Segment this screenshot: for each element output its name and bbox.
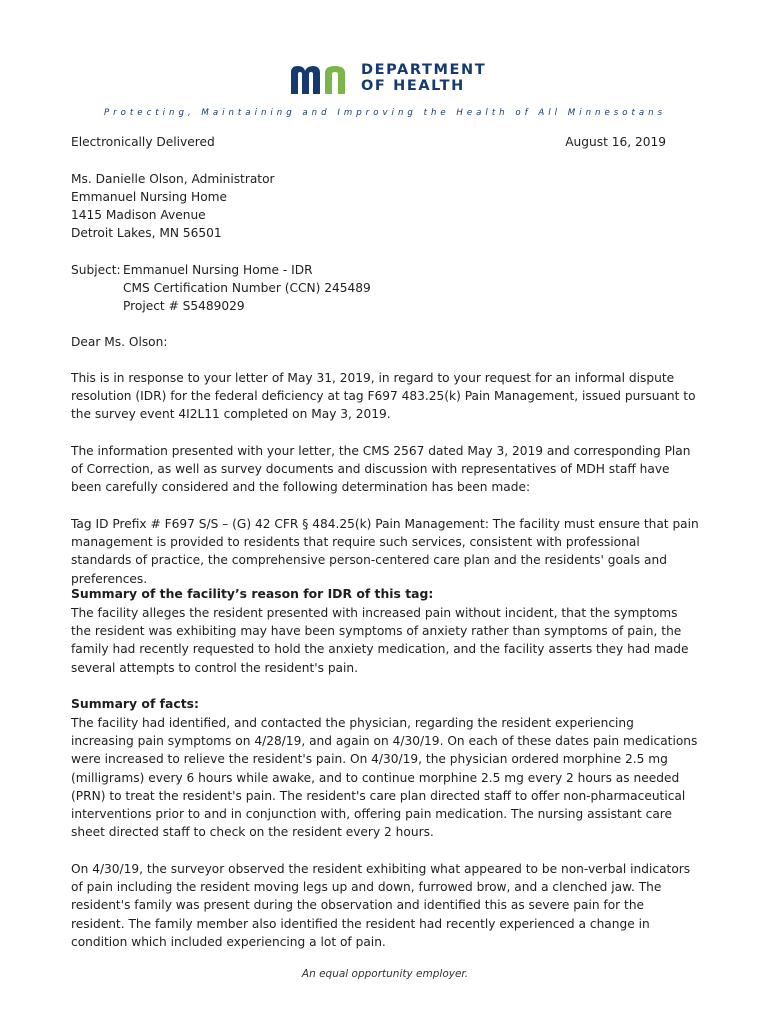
address-line: Ms. Danielle Olson, Administrator bbox=[71, 172, 275, 186]
salutation: Dear Ms. Olson: bbox=[71, 335, 168, 349]
paragraph-information: The information presented with your letter, the CMS 2567 dated May 3, 2019 and corresponding Plan of Correction, as well as survey documents and discussion with representatives of MDH staff have been carefully considered and the following determination has been made: bbox=[71, 444, 691, 495]
logo-wordmark bbox=[361, 62, 486, 94]
subject-label: Subject: bbox=[71, 263, 121, 277]
paragraph-facts: The facility had identified, and contacted the physician, regarding the resident experiencing increasing pain symptoms on 4/28/19, and again on 4/30/19. On each of these dates pain medications were increased to relieve the resident's pain. On 4/30/19, the physician ordered morphine 2.5 mg (milligrams) every 6 hours while awake, and to continue morphine 2.5 mg every 2 hours as needed (PRN) to treat the resident's pain. The resident's care plan directed staff to offer non-pharmaceutical interventions prior to and in conjunction with, offering pain medication. The nursing assistant care sheet directed staff to check on the resident every 2 hours. bbox=[71, 716, 698, 840]
tagline: Protecting, Maintaining and Improving the Health of All Minnesotans bbox=[103, 108, 667, 118]
address-line: 1415 Madison Avenue bbox=[71, 208, 206, 222]
paragraph-idr-reason: The facility alleges the resident presented with increased pain without incident, that the symptoms the resident was exhibiting may have been symptoms of anxiety rather than symptoms of pain, the family had recently requested to hold the anxiety medication, and the facility asserts they had made several attempts to control the resident's pain. bbox=[71, 606, 689, 675]
logo-line-1: DEPARTMENT bbox=[361, 62, 487, 78]
subject-line: Emmanuel Nursing Home - IDR bbox=[123, 263, 313, 277]
address-line: Detroit Lakes, MN 56501 bbox=[71, 226, 222, 240]
paragraph-intro: This is in response to your letter of May 31, 2019, in regard to your request for an informal dispute resolution (IDR) for the federal deficiency at tag F697 483.25(k) Pain Management, issued pursuant to the survey event 4I2L11 completed on May 3, 2019. bbox=[71, 371, 696, 422]
mn-logo-icon bbox=[289, 62, 355, 96]
delivery-method: Electronically Delivered bbox=[71, 135, 215, 149]
paragraph-tag-id: Tag ID Prefix # F697 S/S – (G) 42 CFR § 484.25(k) Pain Management: The facility must ensure that pain management is provided to residents that require such services, consistent with professional standards of practice, the comprehensive person-centered care plan and the residents' goals and preferences. bbox=[71, 517, 699, 586]
letter-date: August 16, 2019 bbox=[565, 135, 666, 149]
section-heading-idr-reason: Summary of the facility’s reason for IDR of this tag: bbox=[71, 586, 434, 601]
section-heading-facts: Summary of facts: bbox=[71, 696, 199, 711]
subject-line: CMS Certification Number (CCN) 245489 bbox=[123, 281, 371, 295]
mdh-logo bbox=[289, 62, 489, 96]
subject-line: Project # S5489029 bbox=[123, 299, 245, 313]
footer-text: An equal opportunity employer. bbox=[301, 968, 469, 980]
address-line: Emmanuel Nursing Home bbox=[71, 190, 228, 204]
paragraph-observation: On 4/30/19, the surveyor observed the resident exhibiting what appeared to be non-verbal indicators of pain including the resident moving legs up and down, furrowed brow, and a clenched jaw. The resident's family was present during the observation and identified this as severe pain for the resident. The family member also identified the resident had recently experienced a change in condition which included experiencing a lot of pain. bbox=[71, 862, 691, 949]
logo-line-2: OF HEALTH bbox=[361, 78, 465, 94]
